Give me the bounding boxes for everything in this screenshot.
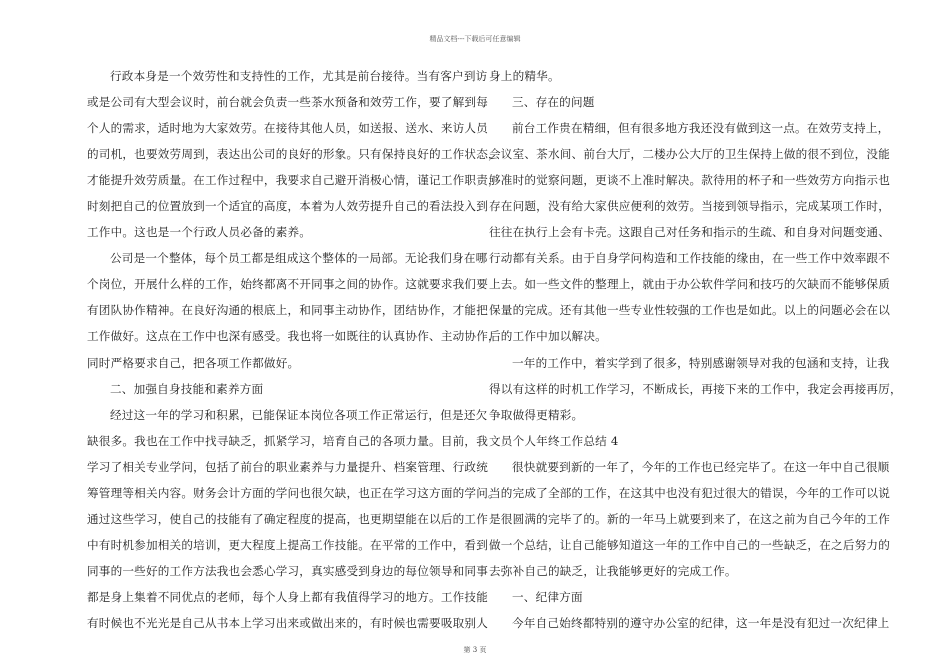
text-line: 前台工作贵在精细，但有很多地方我还没有做到这一点。在效劳支持上， [512,121,890,136]
text-line: 保量的完成。还有其他一些专业性较强的工作也是如此。以上的问题必会在以 [489,303,890,318]
text-line: 今年自己始终都特别的遵守办公室的纪律，这一年是没有犯过一次纪律上 [512,615,890,630]
text-line: 二、加强自身技能和素养方面 [110,381,264,396]
text-line: 争取做得更精彩。 [489,407,584,422]
text-line: 筹管理等相关内容。财务会计方面的学问也很欠缺，也正在学习这方面的学问。 [87,485,500,500]
text-line: 经过这一年的学习和积累，已能保证本岗位各项工作正常运行，但是还欠 [110,407,488,422]
text-line: 同时严格要求自己，把各项工作都做好。 [87,355,300,370]
right-text-column [489,63,902,636]
text-line: 个人的需求，适时地为大家效劳。在接待其他人员，如送报、送水、来访人员 [87,121,488,136]
text-line: 的司机，也要效劳周到，表达出公司的良好的形象。只有保持良好的工作状态， [87,147,500,162]
text-line: 行政本身是一个效劳性和支持性的工作，尤其是前台接待。当有客户到访 [110,69,488,83]
text-line: 存在问题，没有给大家供应便利的效劳。当接到领导指示，完成某项工作时， [489,199,890,214]
text-line: 往往在执行上会有卡壳。这跟自己对任务和指示的生疏、和自身对问题变通、 [489,225,890,240]
text-line: 有时候也不光光是自己从书本上学习出来或做出来的，有时候也需要吸取别人 [87,615,488,630]
text-line: 通过这些学习，使自己的技能有了确定程度的提高，也更期望能在以后的工作 [87,511,488,526]
page-header: 精品文档---下载后可任意编辑 [429,35,521,43]
text-line: 行动都有关系。由于自身学问构造和工作技能的缘由，在一些工作中效率跟不 [489,251,890,266]
text-line: 做一个总结，让自己能够知道这一年的工作中自己的一些缺乏，在之后努力的 [489,537,890,552]
left-text-column [87,63,500,636]
text-line: 够准时的觉察问题，更谈不上准时解决。款待用的杯子和一些效劳方向指示也 [489,173,890,188]
text-line: 工作中。这也是一个行政人员必备的素养。 [87,225,312,240]
text-line: 都是身上集着不同优点的老师，每个人身上都有我值得学习的地方。工作技能 [87,589,488,604]
text-line: 学习了相关专业学问，包括了前台的职业素养与力量提升、档案管理、行政统 [87,459,488,474]
text-line: 是很圆满的完毕了的。新的一年马上就要到来了，在这之前为自己今年的工作 [489,511,890,526]
text-line: 才能提升效劳质量。在工作过程中，我要求自己避开消极心情，谨记工作职责， [87,173,500,188]
text-line: 有团队协作精神。在良好沟通的根底上，和同事主动协作，团结协作，才能把 [87,303,488,318]
text-line: 当的完成了全部的工作，在这其中也没有犯过很大的错误，今年的工作可以说 [489,485,890,500]
text-line: 或是公司有大型会议时，前台就会负责一些茶水预备和效劳工作，要了解到每 [87,95,488,110]
text-line: 得以有这样的时机工作学习，不断成长，再接下来的工作中，我定会再接再厉， [489,381,902,396]
text-line: 同事的一些好的工作方法我也会悉心学习，真实感受到身边的每位领导和同事 [87,563,488,578]
page-number: 第 3 页 [463,646,487,654]
text-line: 缺很多。我也在工作中找寻缺乏，抓紧学习，培育自己的各项力量。目前，我 [87,433,488,448]
text-line: 工作做好。这点在工作中也深有感受。我也将一如既往的认真协作、主动协作， [87,329,500,344]
text-line: 公司是一个整体，每个员工都是组成这个整体的一局部。无论我们身在哪 [110,251,488,266]
text-line: 个岗位，开展什么样的工作，始终都离不开同事之间的协作。这就要求我们要 [87,277,488,292]
text-line: 文员个人年终工作总结 4 [489,433,619,448]
text-line: 一年的工作中，着实学到了很多，特别感谢领导对我的包涵和支持，让我 [512,355,890,370]
text-line: 中有时机参加相关的培训，更大程度上提高工作技能。在平常的工作中，看到 [87,537,488,552]
text-line: 去弥补自己的缺乏，让我能够更好的完成工作。 [489,563,737,578]
text-line: 三、存在的问题 [512,95,595,110]
text-line: 一、纪律方面 [512,589,583,604]
text-line: 很快就要到新的一年了，今年的工作也已经完毕了。在这一年中自己很顺 [512,459,890,474]
text-line: 身上的精华。 [489,69,560,83]
text-line: 后的工作中加以解决。 [489,329,607,344]
text-line: 会议室、茶水间、前台大厅，二楼办公大厅的卫生保持上做的很不到位，没能 [489,147,890,162]
text-line: 上去。如一些文件的整理上，就由于办公软件学问和技巧的欠缺而不能够保质 [489,277,890,292]
text-line: 时刻把自己的位置放到一个适宜的高度，本着为人效劳提升自己的看法投入到 [87,199,488,214]
